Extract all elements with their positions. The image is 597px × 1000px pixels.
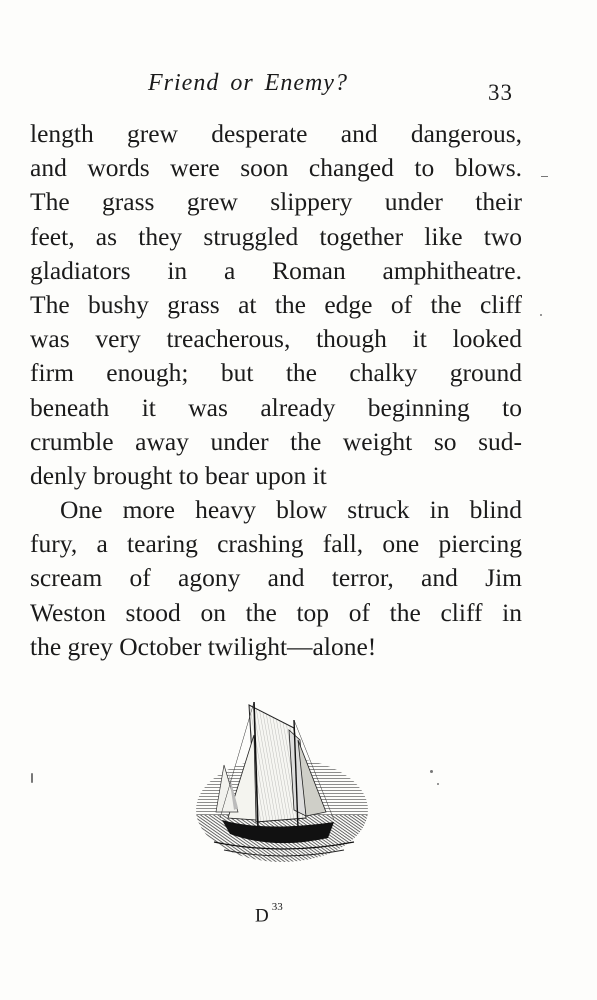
running-head [0,70,597,106]
page-speck [540,314,542,316]
text-line: and words were soon changed to blows. [30,153,522,183]
text-line: beneath it was already beginning to [30,392,522,422]
signature-number: 33 [271,901,283,913]
text-line: feet, as they struggled together like two [30,221,522,251]
text-line: fury, a tearing crashing fall, one piercing [30,529,522,559]
text-line: Weston stood on the top of the cliff in [30,597,522,627]
text-line: One more heavy blow struck in blind [60,495,522,525]
body-text [30,117,522,664]
sailing-boat-vignette [194,700,369,865]
running-title: Friend or Enemy? [148,70,348,96]
paragraph-2 [30,493,522,664]
text-line: The grass grew slippery under their [30,187,522,217]
page-speck [430,770,433,773]
text-line: length grew desperate and dangerous, [30,119,522,148]
page-speck [31,773,33,783]
text-line: was very treacherous, though it looked [30,324,522,354]
paragraph-1 [30,117,522,493]
text-line: firm enough; but the chalky ground [30,358,522,388]
text-line: the grey October twilight—alone! [30,631,377,661]
signature-letter: D [255,905,269,927]
page-speck [437,783,439,785]
text-line: The bushy grass at the edge of the cliff [30,289,522,319]
text-line: gladiators in a Roman amphitheatre. [30,255,522,285]
text-line: scream of agony and terror, and Jim [30,563,522,593]
page-speck [541,176,548,177]
page-number: 33 [488,80,513,105]
text-line: crumble away under the weight so sud- [30,426,522,456]
text-line: denly brought to bear upon it [30,460,327,490]
signature-mark [255,901,283,927]
